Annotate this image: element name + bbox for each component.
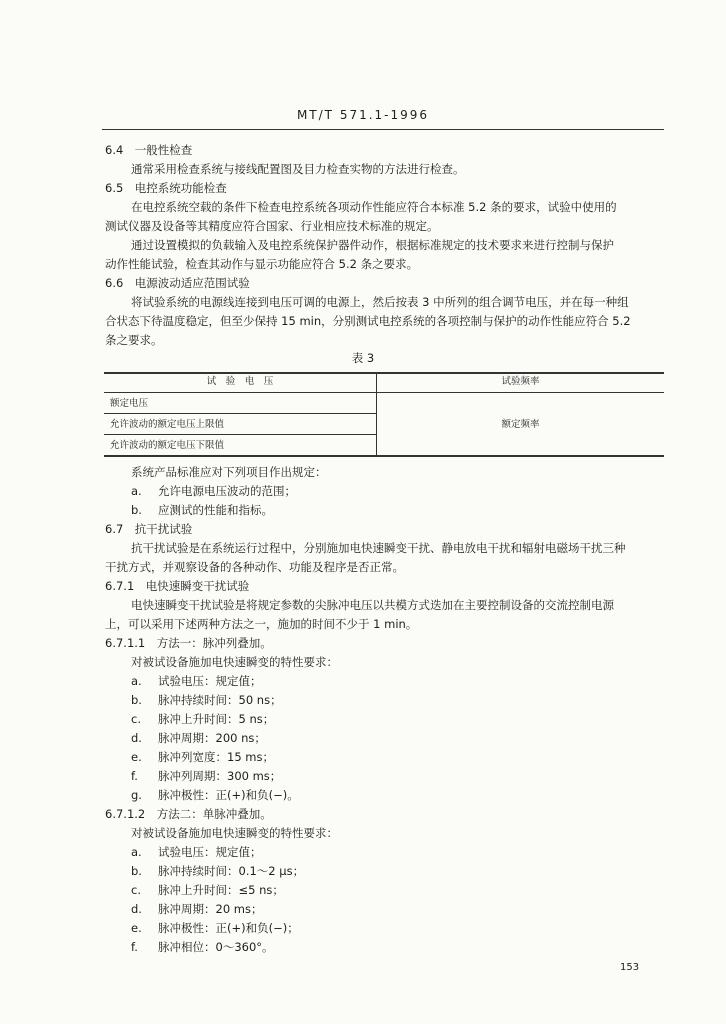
item-text: 脉冲周期：200 ns； xyxy=(158,731,266,745)
section-6-6-p1-line2: 合状态下待温度稳定，但至少保持 15 min，分别测试电控系统的各项控制与保护的动作性能应符合 5.2 xyxy=(105,314,631,328)
item-marker: b. xyxy=(131,503,142,517)
table-bottom-rule xyxy=(104,455,664,457)
section-6-7-1-title: 6.7.1 电快速瞬变干扰试验 xyxy=(105,579,250,593)
item-marker: b. xyxy=(131,864,142,878)
item-text: 脉冲持续时间：0.1～2 μs； xyxy=(158,864,305,878)
section-6-6-p1-line3: 条之要求。 xyxy=(105,333,163,347)
section-6-7-p1-line1: 抗干扰试验是在系统运行过程中，分别施加电快速瞬变干扰、静电放电干扰和辐射电磁场干扰三种 xyxy=(131,541,626,555)
item-marker: d. xyxy=(131,902,142,916)
table-row-rated-voltage: 额定电压 xyxy=(110,398,149,409)
method2-item-d xyxy=(131,901,262,917)
item-marker: a. xyxy=(131,845,142,859)
section-6-7-1-p1-line2: 上，可以采用下述两种方法之一，施加的时间不少于 1 min。 xyxy=(105,617,418,631)
item-text: 试验电压：规定值； xyxy=(158,845,262,859)
table-header-voltage: 试 验 电 压 xyxy=(206,376,274,387)
item-marker: g. xyxy=(131,788,142,802)
standard-code-header: MT/T 571.1-1996 xyxy=(296,108,430,122)
after-table-paragraph: 系统产品标准应对下列项目作出规定： xyxy=(131,465,327,479)
section-6-7-1-1-intro: 对被试设备施加电快速瞬变的特性要求： xyxy=(131,655,338,669)
item-text: 脉冲相位：0～360°。 xyxy=(158,940,274,954)
section-6-6-title: 6.6 电源波动适应范围试验 xyxy=(105,276,250,290)
item-text: 脉冲列周期：300 ms； xyxy=(158,769,282,783)
section-6-7-title: 6.7 抗干扰试验 xyxy=(105,522,193,536)
method2-item-e xyxy=(131,920,299,936)
page-number: 153 xyxy=(620,962,640,973)
item-marker: f. xyxy=(131,769,138,783)
item-text: 脉冲上升时间：5 ns； xyxy=(158,712,275,726)
method2-item-b xyxy=(131,863,304,879)
table-row-upper-limit: 允许波动的额定电压上限值 xyxy=(110,419,225,430)
section-6-4-paragraph: 通常采用检查系统与接线配置图及目力检查实物的方法进行检查。 xyxy=(131,162,465,176)
item-text: 脉冲极性：正(+)和负(−)。 xyxy=(158,788,299,802)
after-table-item-a xyxy=(131,483,296,499)
item-marker: d. xyxy=(131,731,142,745)
table-top-rule xyxy=(104,372,664,374)
method1-item-g xyxy=(131,787,299,803)
item-marker: f. xyxy=(131,940,138,954)
section-6-7-1-1-title: 6.7.1.1 方法一：脉冲列叠加。 xyxy=(105,636,272,650)
item-text: 脉冲周期：20 ms； xyxy=(158,902,263,916)
item-marker: c. xyxy=(131,883,141,897)
item-text: 应测试的性能和指标。 xyxy=(158,503,273,517)
method1-item-b xyxy=(131,692,282,708)
item-text: 允许电源电压波动的范围； xyxy=(158,484,296,498)
section-6-7-1-2-title: 6.7.1.2 方法二：单脉冲叠加。 xyxy=(105,807,272,821)
section-6-5-p2-line2: 动作性能试验，检查其动作与显示功能应符合 5.2 条之要求。 xyxy=(105,257,419,271)
item-text: 脉冲上升时间：≤5 ns； xyxy=(158,883,284,897)
item-marker: b. xyxy=(131,693,142,707)
header-rule xyxy=(102,129,664,130)
method1-item-e xyxy=(131,749,274,765)
table-header-rule xyxy=(104,392,664,393)
table-row-lower-limit: 允许波动的额定电压下限值 xyxy=(110,440,225,451)
section-6-5-title: 6.5 电控系统功能检查 xyxy=(105,181,227,195)
method1-item-c xyxy=(131,711,274,727)
item-marker: c. xyxy=(131,712,141,726)
table-header-frequency: 试验频率 xyxy=(501,376,540,387)
method1-item-f xyxy=(131,768,281,784)
section-6-5-p2-line1: 通过设置模拟的负载输入及电控系统保护器件动作，根据标准规定的技术要求来进行控制与保护 xyxy=(131,238,614,252)
method1-item-a xyxy=(131,673,262,689)
section-6-7-1-2-intro: 对被试设备施加电快速瞬变的特性要求： xyxy=(131,826,338,840)
table-row-rule-1 xyxy=(104,413,376,414)
item-marker: e. xyxy=(131,921,142,935)
method1-item-d xyxy=(131,730,266,746)
method2-item-c xyxy=(131,882,284,898)
section-6-7-1-p1-line1: 电快速瞬变干扰试验是将规定参数的尖脉冲电压以共模方式迭加在主要控制设备的交流控制电源 xyxy=(131,598,614,612)
method2-item-f xyxy=(131,939,274,955)
item-text: 试验电压：规定值； xyxy=(158,674,262,688)
section-6-5-p1-line2: 测试仪器及设备等其精度应符合国家、行业相应技术标准的规定。 xyxy=(105,219,439,233)
table-cell-rated-frequency: 额定频率 xyxy=(501,419,540,430)
section-6-6-p1-line1: 将试验系统的电源线连接到电压可调的电源上，然后按表 3 中所列的组合调节电压，并在每一种组 xyxy=(131,295,629,309)
item-marker: a. xyxy=(131,484,142,498)
section-6-4-title: 6.4 一般性检查 xyxy=(105,143,193,157)
section-6-7-p1-line2: 干扰方式，并观察设备的各种动作、功能及程序是否正常。 xyxy=(105,560,404,574)
section-6-5-p1-line1: 在电控系统空载的条件下检查电控系统各项动作性能应符合本标准 5.2 条的要求，试验中使用的 xyxy=(131,200,617,214)
item-text: 脉冲持续时间：50 ns； xyxy=(158,693,282,707)
table-3-caption: 表 3 xyxy=(351,351,375,365)
item-marker: a. xyxy=(131,674,142,688)
item-marker: e. xyxy=(131,750,142,764)
item-text: 脉冲列宽度：15 ms； xyxy=(158,750,274,764)
table-row-rule-2 xyxy=(104,434,376,435)
method2-item-a xyxy=(131,844,262,860)
table-3 xyxy=(104,372,664,456)
after-table-item-b xyxy=(131,502,273,518)
item-text: 脉冲极性：正(+)和负(−)； xyxy=(158,921,299,935)
